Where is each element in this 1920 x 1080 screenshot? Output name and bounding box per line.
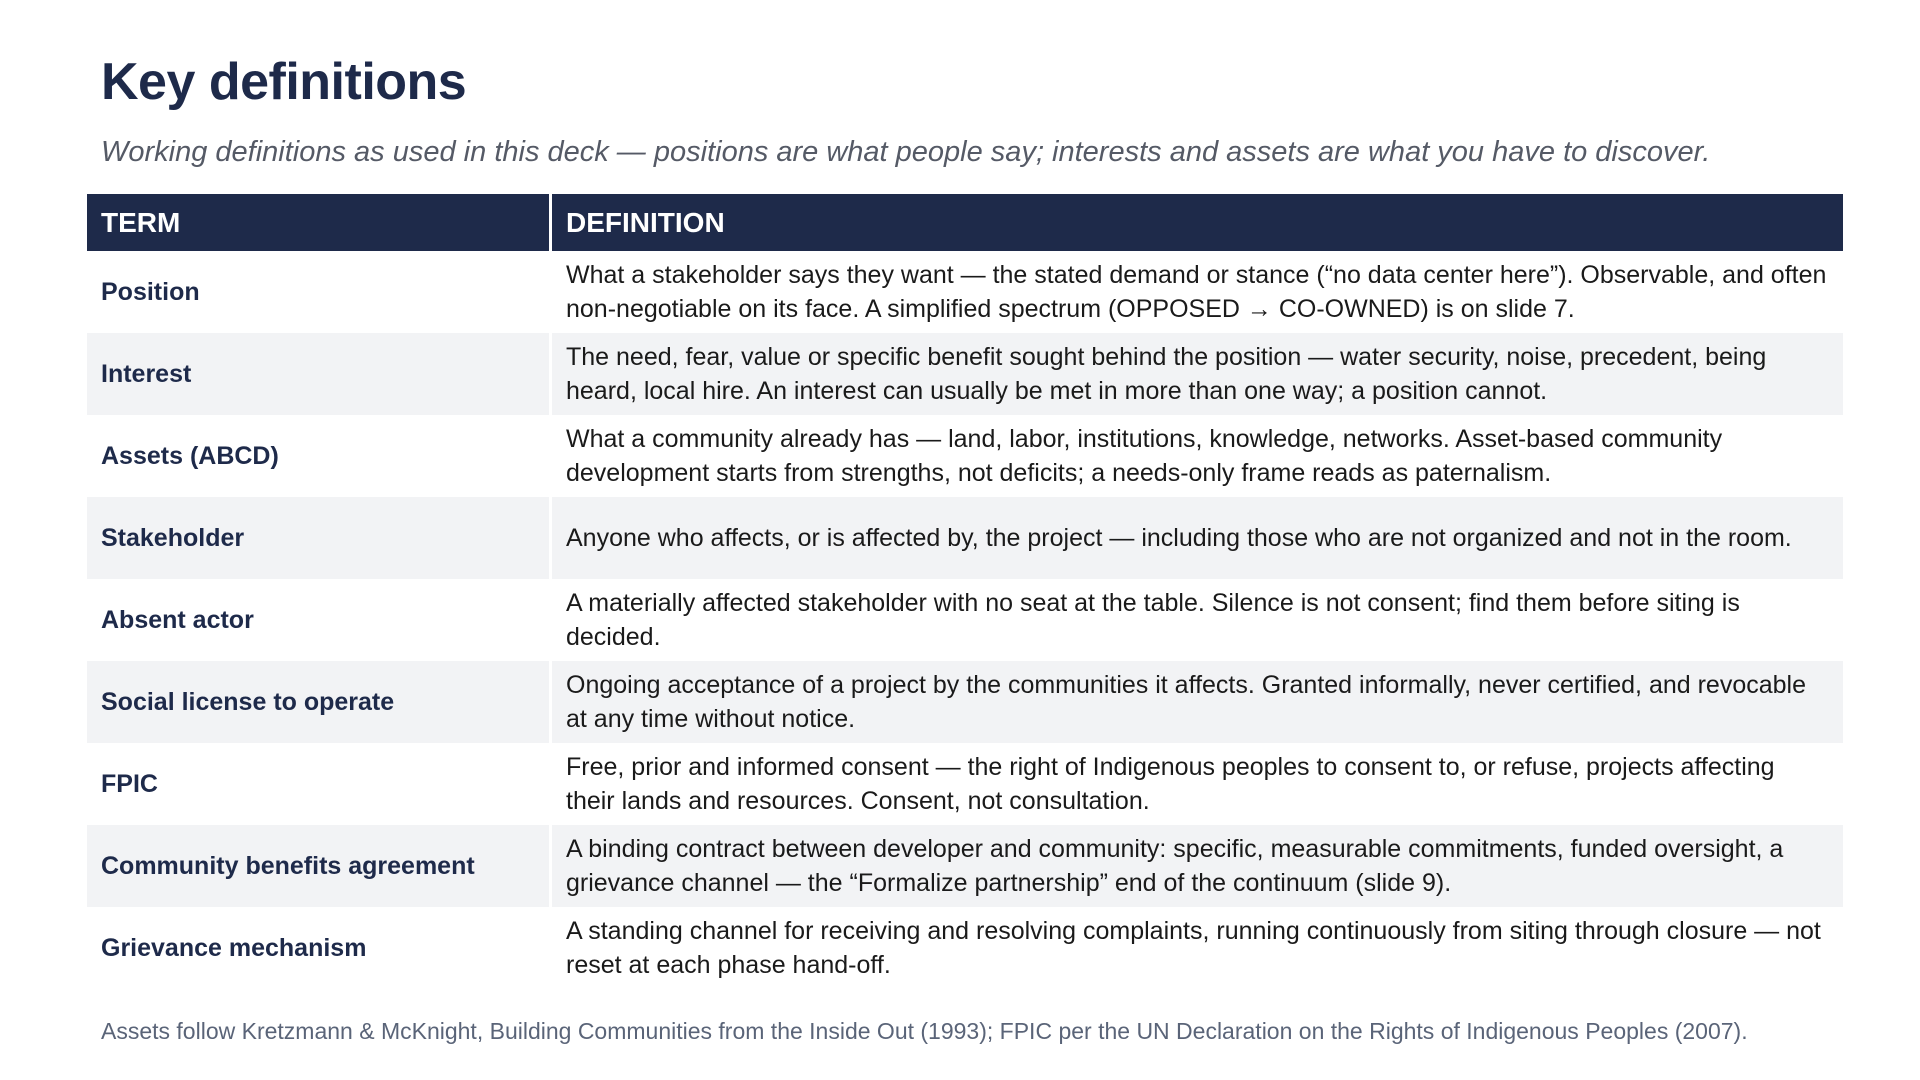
term-cell: Community benefits agreement <box>87 825 549 907</box>
term-cell: Stakeholder <box>87 497 549 579</box>
definition-cell: Free, prior and informed consent — the right of Indigenous peoples to consent to, or refuse, projects affecting their lands and resources. Consent, not consultation. <box>549 743 1843 825</box>
definitions-table <box>87 194 1843 989</box>
term-cell: Social license to operate <box>87 661 549 743</box>
term-cell: Absent actor <box>87 579 549 661</box>
table-body <box>87 251 1843 989</box>
table-header-row <box>87 194 1843 251</box>
table-row <box>87 825 1843 907</box>
table-row <box>87 497 1843 579</box>
table-row <box>87 251 1843 333</box>
term-cell: Position <box>87 251 549 333</box>
table-row <box>87 661 1843 743</box>
definition-cell: The need, fear, value or specific benefit sought behind the position — water security, noise, precedent, being heard, local hire. An interest can usually be met in more than one way; a position cannot. <box>549 333 1843 415</box>
table-header <box>87 194 1843 251</box>
definition-cell: What a community already has — land, labor, institutions, knowledge, networks. Asset-based community development starts from strengths, not deficits; a needs-only frame reads as paternalism. <box>549 415 1843 497</box>
definition-cell: A standing channel for receiving and resolving complaints, running continuously from siting through closure — not reset at each phase hand-off. <box>549 907 1843 989</box>
definition-cell: A materially affected stakeholder with no seat at the table. Silence is not consent; find them before siting is decided. <box>549 579 1843 661</box>
column-header-term: TERM <box>87 194 549 251</box>
table-row <box>87 907 1843 989</box>
definition-cell: What a stakeholder says they want — the stated demand or stance (“no data center here”). Observable, and often non-negotiable on its face. A simplified spectrum (OPPOSED → CO-OWNED) is on slide 7. <box>549 251 1843 333</box>
term-cell: Grievance mechanism <box>87 907 549 989</box>
column-header-definition: DEFINITION <box>549 194 1843 251</box>
table-row <box>87 415 1843 497</box>
page-subtitle: Working definitions as used in this deck — positions are what people say; interests and assets are what you have to discover. <box>101 136 1711 168</box>
table-row <box>87 579 1843 661</box>
page-title: Key definitions <box>101 53 467 111</box>
source-footnote: Assets follow Kretzmann & McKnight, Building Communities from the Inside Out (1993); FPIC per the UN Declaration on the Rights of Indigenous Peoples (2007). <box>101 1018 1748 1044</box>
term-cell: Interest <box>87 333 549 415</box>
definition-cell: Anyone who affects, or is affected by, the project — including those who are not organized and not in the room. <box>549 497 1843 579</box>
definition-cell: Ongoing acceptance of a project by the communities it affects. Granted informally, never certified, and revocable at any time without notice. <box>549 661 1843 743</box>
table-row <box>87 333 1843 415</box>
term-cell: Assets (ABCD) <box>87 415 549 497</box>
definition-cell: A binding contract between developer and community: specific, measurable commitments, funded oversight, a grievance channel — the “Formalize partnership” end of the continuum (slide 9). <box>549 825 1843 907</box>
term-cell: FPIC <box>87 743 549 825</box>
table-row <box>87 743 1843 825</box>
